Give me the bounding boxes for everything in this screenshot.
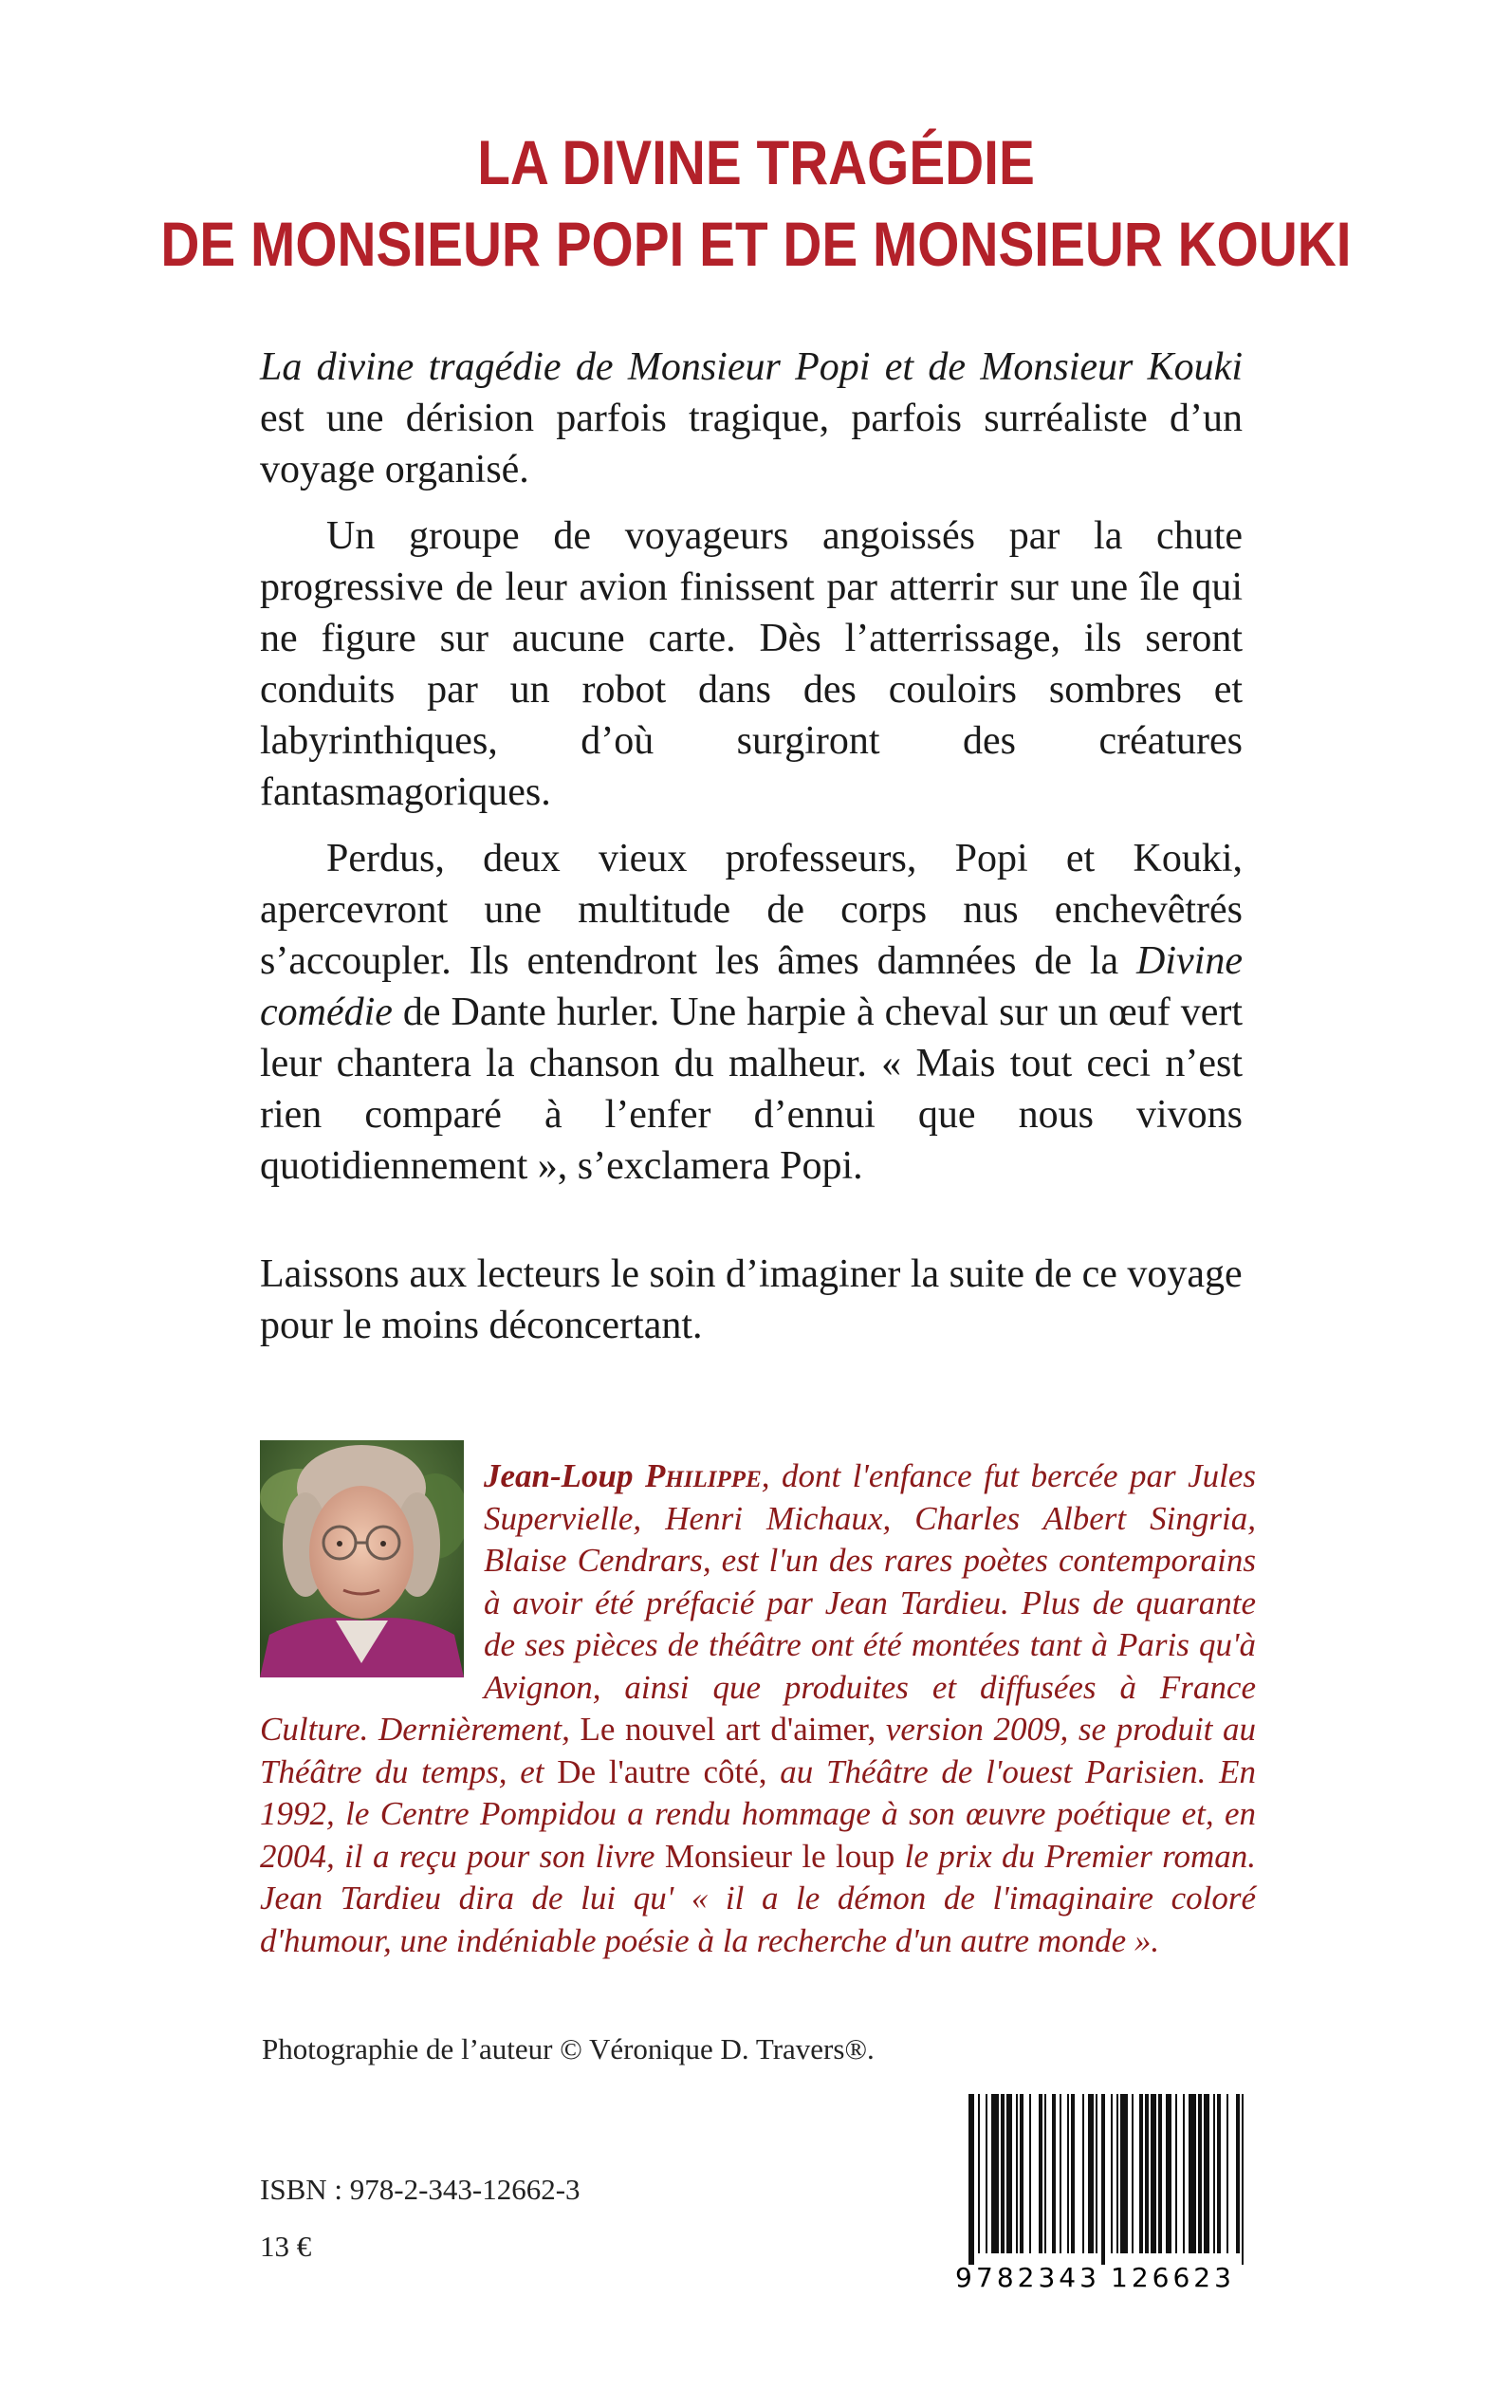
bio-text-2: version 2009, se produit au Théâtre du temps, et [260, 1711, 1257, 1790]
author-bio [260, 1455, 1256, 1962]
barcode-bar [1151, 2094, 1156, 2253]
barcode-bar [1145, 2094, 1149, 2253]
barcode-bar [1029, 2094, 1031, 2253]
summary-paragraph-3 [260, 833, 1243, 1192]
summary-paragraph-1 [260, 342, 1243, 495]
barcode-bar [1001, 2094, 1005, 2253]
bio-text-4: le prix du Premier roman. Jean Tardieu dira de lui qu' « il a le démon de l'imaginaire coloré d'humour, une indéniable poésie à la recherche d'un autre monde ». [260, 1837, 1257, 1959]
summary-work-title: Divine comédie [260, 939, 1243, 1034]
barcode-bar [1217, 2094, 1221, 2253]
barcode-bar [1158, 2094, 1162, 2253]
barcode-bar [1183, 2094, 1185, 2253]
title-line-2: DE MONSIEUR POPI ET DE MONSIEUR KOUKI [160, 209, 1352, 279]
bio-work-3: Monsieur le loup [664, 1837, 895, 1875]
barcode-bar [968, 2094, 974, 2265]
barcode-bar [1044, 2094, 1046, 2253]
barcode-bar [1189, 2094, 1196, 2253]
summary-p3-text-b: de Dante hurler. Une harpie à cheval sur un œuf vert leur chantera la chanson du malheur. « Mais tout ceci n’est rien comparé à l’enfer d’ennui que nous vivons quotidiennement », s’exclamera Popi. [260, 991, 1243, 1188]
barcode-bar [1060, 2094, 1061, 2253]
barcode-bar [1242, 2094, 1244, 2265]
bio-text-1: , dont l'enfance fut bercée par Jules Supervielle, Henri Michaux, Charles Albert Singria, Blaise Cendrars, est l'un des rares poètes contemporains à avoir été préfacié par Jean Tardieu. Plus de quarante de ses pièces de théâtre ont été montées tant à Paris qu'à Avignon, ainsi que produites et diffusées à France Culture. Dernièrement, [260, 1457, 1256, 1748]
barcode-bar [1166, 2094, 1171, 2253]
barcode-bar [1016, 2094, 1018, 2253]
barcode-bar [1139, 2094, 1143, 2253]
barcode-bar [1082, 2094, 1084, 2253]
barcode-bar [1096, 2094, 1097, 2253]
isbn-number: ISBN : 978-2-343-12662-3 [260, 2173, 581, 2206]
bio-work-2: De l'autre côté, [557, 1752, 767, 1790]
barcode-bar [986, 2094, 987, 2253]
barcode-bar [1226, 2094, 1228, 2253]
barcode-bars [968, 2094, 1244, 2265]
summary-paragraph-2: Un groupe de voyageurs angoissés par la chute progressive de leur avion finissent par atterrir sur une île qui ne figure sur aucune carte. Dès l’atterrissage, ils seront conduits par un robot dans des couloirs sombres et labyrinthiques, d’où surgiront des créatures fantasmagoriques. [260, 514, 1243, 814]
photo-spacer [260, 1455, 484, 1674]
barcode-bar [1120, 2094, 1128, 2253]
barcode-bar [1006, 2094, 1012, 2253]
photo-credit: Photographie de l’auteur © Véronique D. Travers®. [262, 2032, 875, 2065]
barcode-bar [1116, 2094, 1118, 2253]
barcode-bar [1198, 2094, 1202, 2253]
barcode-bar [1101, 2094, 1105, 2265]
barcode-bar [1067, 2094, 1069, 2253]
title-line-1: LA DIVINE TRAGÉDIE [477, 127, 1035, 197]
bio-work-1: Le nouvel art d'aimer, [580, 1711, 876, 1748]
book-summary [260, 342, 1243, 1366]
barcode-bar [1236, 2094, 1240, 2253]
barcode-digit-first: 9 [955, 2262, 972, 2291]
barcode-bar [1111, 2094, 1113, 2253]
book-price: 13 € [260, 2230, 312, 2263]
barcode-bar [1039, 2094, 1042, 2253]
barcode-bar [1052, 2094, 1056, 2253]
barcode-bar [1213, 2094, 1215, 2253]
barcode-bar [1175, 2094, 1177, 2253]
barcode [953, 2092, 1255, 2291]
barcode-bar [1020, 2094, 1023, 2253]
barcode-bar [1088, 2094, 1094, 2253]
author-last-name: Philippe [644, 1457, 762, 1494]
bio-text-3: au Théâtre de l'ouest Parisien. En 1992, le Centre Pompidou a rendu hommage à son œuvre poétique et, en 2004, il a reçu pour son livre [260, 1752, 1256, 1875]
barcode-bar [978, 2094, 980, 2253]
summary-closing: Laissons aux lecteurs le soin d’imaginer la suite de ce voyage pour le moins déconcertant. [260, 1252, 1243, 1347]
author-first-name: Jean-Loup [484, 1457, 634, 1494]
barcode-bar [991, 2094, 999, 2253]
barcode-bar [1132, 2094, 1134, 2253]
summary-book-title: La divine tragédie de Monsieur Popi et de Monsieur Kouki [260, 345, 1243, 389]
book-title [106, 121, 1407, 285]
barcode-bar [1204, 2094, 1209, 2253]
summary-p3-text-a: Perdus, deux vieux professeurs, Popi et Kouki, apercevront une multitude de corps nus enchevêtrés s’accoupler. Ils entendront les âmes damnées de la [260, 837, 1243, 983]
summary-p1-text: est une dérision parfois tragique, parfois surréaliste d’un voyage organisé. [260, 397, 1243, 491]
barcode-bar [1071, 2094, 1075, 2253]
barcode-digits-right: 126623 [1111, 2262, 1235, 2291]
barcode-digits-left: 782343 [976, 2262, 1100, 2291]
